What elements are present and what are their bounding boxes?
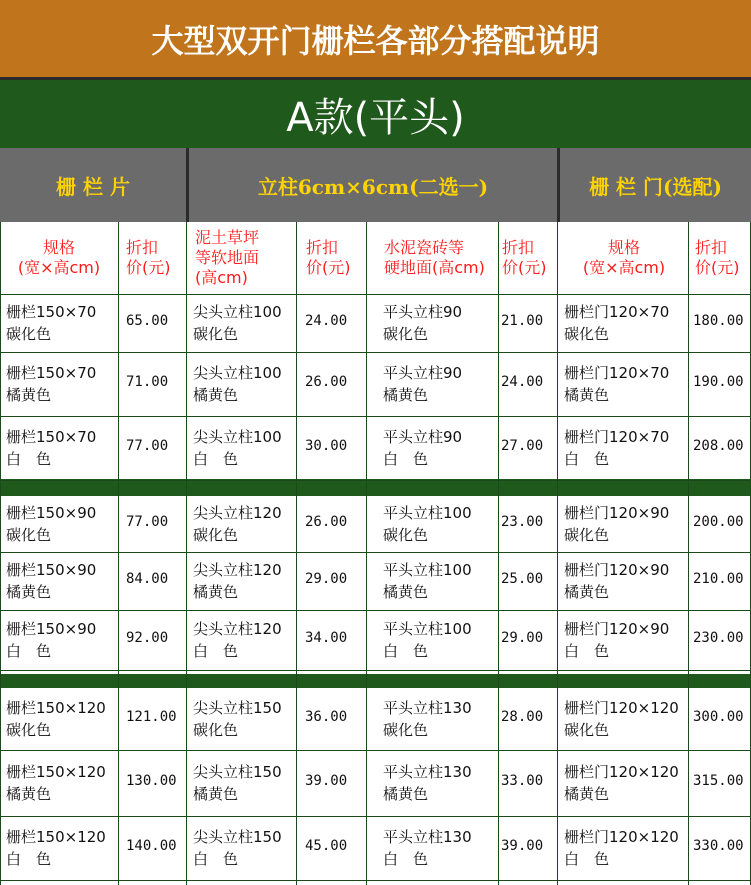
hard-post-cell-color: 白 色 (383, 850, 429, 868)
hard-post-price-cell: 21.00 (501, 313, 544, 329)
panel-spec-cell-color: 橘黄色 (6, 785, 52, 803)
panel-spec-cell-name: 栅栏150×120 (6, 828, 106, 846)
gate-spec-cell-name: 栅栏门120×90 (564, 561, 670, 579)
panel-price-cell: 77.00 (126, 438, 169, 454)
subheader-price-label: 折扣 (126, 238, 159, 257)
soft-post-cell-color: 白 色 (193, 850, 239, 868)
subheader-hard-line1: 水泥瓷砖等 (384, 238, 465, 257)
soft-post-cell-name: 尖头立柱150 (193, 699, 282, 717)
panel-price-cell: 71.00 (126, 374, 169, 390)
soft-post-price-cell: 39.00 (305, 773, 348, 789)
panel-spec-cell-name: 栅栏150×90 (6, 561, 97, 579)
hard-post-cell (383, 761, 472, 805)
soft-post-price-cell: 26.00 (305, 514, 348, 530)
header-fence-panel: 栅 栏 片 (0, 148, 186, 222)
soft-post-cell-color: 橘黄色 (193, 386, 239, 404)
gate-spec-cell-name: 栅栏门120×70 (564, 303, 670, 321)
gate-spec-cell-color: 白 色 (564, 850, 610, 868)
hard-post-price-cell: 39.00 (501, 838, 544, 854)
subheader-price (300, 222, 366, 294)
gate-spec-cell (564, 559, 669, 603)
soft-post-cell-color: 橘黄色 (193, 785, 239, 803)
subheader-soft-line1: 泥土草坪 (195, 228, 260, 247)
gate-spec-cell-name: 栅栏门120×90 (564, 504, 670, 522)
panel-price-cell: 121.00 (126, 709, 177, 725)
soft-post-price-cell: 36.00 (305, 709, 348, 725)
header-gate: 栅 栏 门(选配) (560, 148, 751, 222)
soft-post-cell (193, 301, 282, 345)
soft-post-price-cell: 34.00 (305, 630, 348, 646)
gate-price-cell: 200.00 (693, 514, 744, 530)
hard-post-cell-name: 平头立柱100 (383, 504, 472, 522)
soft-post-cell-name: 尖头立柱120 (193, 620, 282, 638)
hard-post-cell-name: 平头立柱90 (383, 303, 463, 321)
hard-post-cell-color: 白 色 (383, 450, 429, 468)
panel-spec-cell-color: 碳化色 (6, 721, 52, 739)
hard-post-cell-name: 平头立柱130 (383, 828, 472, 846)
hard-post-cell-color: 橘黄色 (383, 785, 429, 803)
soft-post-cell (193, 426, 282, 470)
soft-post-cell-color: 碳化色 (193, 325, 239, 343)
panel-spec-cell-name: 栅栏150×120 (6, 763, 106, 781)
table-row (0, 352, 751, 416)
gate-spec-cell-name: 栅栏门120×120 (564, 763, 679, 781)
hard-post-cell-name: 平头立柱90 (383, 364, 463, 382)
gate-spec-cell (564, 502, 669, 546)
soft-post-cell (193, 362, 282, 406)
panel-price-cell: 130.00 (126, 773, 177, 789)
hard-post-cell (383, 559, 472, 603)
table-row (0, 294, 751, 352)
panel-spec-cell (6, 618, 96, 662)
subheader-soft-line2: 等软地面 (195, 248, 260, 267)
section-separator (0, 479, 751, 496)
table-row (0, 816, 751, 880)
panel-spec-cell-name: 栅栏150×120 (6, 699, 106, 717)
hard-post-cell-name: 平头立柱130 (383, 763, 472, 781)
table-row (0, 610, 751, 670)
soft-post-cell-color: 碳化色 (193, 721, 239, 739)
panel-price-cell: 92.00 (126, 630, 169, 646)
soft-post-cell-name: 尖头立柱120 (193, 561, 282, 579)
subheader-price-unit: 价(元) (502, 258, 547, 277)
hard-post-cell-color: 橘黄色 (383, 583, 429, 601)
hard-post-price-cell: 24.00 (501, 374, 544, 390)
hard-post-cell (383, 362, 462, 406)
gate-spec-cell (564, 301, 669, 345)
subheader-price (690, 222, 751, 294)
gate-spec-cell-color: 碳化色 (564, 721, 610, 739)
hard-post-cell-name: 平头立柱130 (383, 699, 472, 717)
gate-spec-cell-color: 碳化色 (564, 325, 610, 343)
subheader-price-label: 折扣 (695, 238, 728, 257)
hard-post-cell (383, 426, 462, 470)
gate-spec-cell (564, 426, 669, 470)
gate-spec-cell (564, 362, 669, 406)
gate-spec-cell (564, 697, 679, 741)
gate-spec-cell-name: 栅栏门120×70 (564, 428, 670, 446)
soft-post-cell-color: 碳化色 (193, 526, 239, 544)
page-title: 大型双开门栅栏各部分搭配说明 (0, 0, 751, 80)
subheader-price-unit: 价(元) (695, 258, 740, 277)
gate-price-cell: 300.00 (693, 709, 744, 725)
gate-price-cell: 208.00 (693, 438, 744, 454)
gate-spec-cell-name: 栅栏门120×120 (564, 828, 679, 846)
panel-price-cell: 84.00 (126, 571, 169, 587)
hard-post-cell (383, 826, 472, 870)
soft-post-cell (193, 618, 282, 662)
soft-post-cell (193, 761, 282, 805)
hard-post-price-cell: 33.00 (501, 773, 544, 789)
panel-spec-cell-color: 碳化色 (6, 325, 52, 343)
grid-line (0, 480, 751, 481)
hard-post-price-cell: 25.00 (501, 571, 544, 587)
grid-line (0, 670, 751, 671)
gate-price-cell: 210.00 (693, 571, 744, 587)
hard-post-price-cell: 29.00 (501, 630, 544, 646)
gate-spec-cell-name: 栅栏门120×70 (564, 364, 670, 382)
subheader-hard-line2: 硬地面(高cm) (384, 258, 485, 277)
table-row (0, 552, 751, 610)
table-row (0, 688, 751, 750)
gate-spec-cell (564, 618, 669, 662)
soft-post-cell (193, 697, 282, 741)
panel-spec-cell (6, 301, 96, 345)
hard-post-price-cell: 23.00 (501, 514, 544, 530)
gate-spec-cell-color: 白 色 (564, 450, 610, 468)
panel-spec-cell-name: 栅栏150×70 (6, 303, 97, 321)
subheader-price (498, 222, 558, 294)
soft-post-cell-name: 尖头立柱100 (193, 428, 282, 446)
hard-post-cell-color: 碳化色 (383, 325, 429, 343)
gate-spec-cell-name: 栅栏门120×120 (564, 699, 679, 717)
soft-post-price-cell: 30.00 (305, 438, 348, 454)
soft-post-cell-name: 尖头立柱150 (193, 828, 282, 846)
panel-spec-cell (6, 362, 96, 406)
gate-spec-cell-color: 橘黄色 (564, 785, 610, 803)
panel-spec-cell (6, 426, 96, 470)
gate-spec-cell-color: 橘黄色 (564, 386, 610, 404)
subheader-price-label: 折扣 (502, 238, 535, 257)
subheader-spec-unit: (宽×高cm) (582, 258, 666, 277)
subheader-price (120, 222, 186, 294)
soft-post-price-cell: 45.00 (305, 838, 348, 854)
panel-spec-cell (6, 761, 106, 805)
gate-price-cell: 315.00 (693, 773, 744, 789)
soft-post-price-cell: 26.00 (305, 374, 348, 390)
hard-post-cell (383, 502, 472, 546)
panel-spec-cell (6, 559, 96, 603)
gate-spec-cell-name: 栅栏门120×90 (564, 620, 670, 638)
hard-post-cell (383, 697, 472, 741)
panel-spec-cell-color: 橘黄色 (6, 386, 52, 404)
subheader-soft-ground (189, 222, 295, 294)
panel-price-cell: 77.00 (126, 514, 169, 530)
panel-spec-cell-color: 碳化色 (6, 526, 52, 544)
panel-spec-cell-color: 白 色 (6, 450, 52, 468)
gate-price-cell: 180.00 (693, 313, 744, 329)
panel-spec-cell-color: 白 色 (6, 850, 52, 868)
hard-post-cell-name: 平头立柱100 (383, 561, 472, 579)
panel-spec-cell-name: 栅栏150×90 (6, 504, 97, 522)
hard-post-cell-name: 平头立柱90 (383, 428, 463, 446)
soft-post-price-cell: 29.00 (305, 571, 348, 587)
panel-spec-cell-color: 白 色 (6, 642, 52, 660)
subheader-price-label: 折扣 (306, 238, 339, 257)
subheader-gate-spec (560, 222, 688, 294)
gate-price-cell: 230.00 (693, 630, 744, 646)
soft-post-cell-name: 尖头立柱100 (193, 303, 282, 321)
subheader-spec (0, 222, 118, 294)
hard-post-price-cell: 28.00 (501, 709, 544, 725)
section-separator (0, 674, 751, 688)
hard-post-cell-color: 白 色 (383, 642, 429, 660)
soft-post-cell-name: 尖头立柱100 (193, 364, 282, 382)
subheader-spec-unit: (宽×高cm) (17, 258, 101, 277)
soft-post-cell-color: 橘黄色 (193, 583, 239, 601)
panel-spec-cell (6, 502, 96, 546)
subheader-price-unit: 价(元) (126, 258, 171, 277)
table-row (0, 496, 751, 552)
panel-price-cell: 65.00 (126, 313, 169, 329)
gate-price-cell: 190.00 (693, 374, 744, 390)
soft-post-price-cell: 24.00 (305, 313, 348, 329)
soft-post-cell (193, 826, 282, 870)
soft-post-cell (193, 559, 282, 603)
subheader-price-unit: 价(元) (306, 258, 351, 277)
soft-post-cell-color: 白 色 (193, 450, 239, 468)
soft-post-cell-color: 白 色 (193, 642, 239, 660)
hard-post-cell-name: 平头立柱100 (383, 620, 472, 638)
table-row (0, 416, 751, 480)
hard-post-cell (383, 618, 472, 662)
hard-post-cell (383, 301, 462, 345)
style-subtitle: A款(平头) (0, 80, 751, 148)
gate-spec-cell-color: 橘黄色 (564, 583, 610, 601)
gate-spec-cell-color: 白 色 (564, 642, 610, 660)
table-row (0, 750, 751, 816)
hard-post-cell-color: 碳化色 (383, 721, 429, 739)
gate-spec-cell (564, 826, 679, 870)
gate-spec-cell (564, 761, 679, 805)
hard-post-cell-color: 碳化色 (383, 526, 429, 544)
header-post: 立柱6cm×6cm(二选一) (189, 148, 557, 222)
subheader-hard-ground (378, 222, 498, 294)
gate-price-cell: 330.00 (693, 838, 744, 854)
soft-post-cell-name: 尖头立柱150 (193, 763, 282, 781)
gate-spec-cell-color: 碳化色 (564, 526, 610, 544)
subheader-soft-line3: (高cm) (195, 268, 248, 287)
soft-post-cell-name: 尖头立柱120 (193, 504, 282, 522)
subheader-spec-label: 规格 (42, 238, 75, 257)
panel-spec-cell-name: 栅栏150×70 (6, 428, 97, 446)
hard-post-cell-color: 橘黄色 (383, 386, 429, 404)
panel-spec-cell-name: 栅栏150×70 (6, 364, 97, 382)
panel-spec-cell-name: 栅栏150×90 (6, 620, 97, 638)
hard-post-price-cell: 27.00 (501, 438, 544, 454)
grid-line (0, 880, 751, 881)
panel-spec-cell-color: 橘黄色 (6, 583, 52, 601)
soft-post-cell (193, 502, 282, 546)
panel-spec-cell (6, 826, 106, 870)
subheader-spec-label: 规格 (607, 238, 640, 257)
panel-spec-cell (6, 697, 106, 741)
panel-price-cell: 140.00 (126, 838, 177, 854)
